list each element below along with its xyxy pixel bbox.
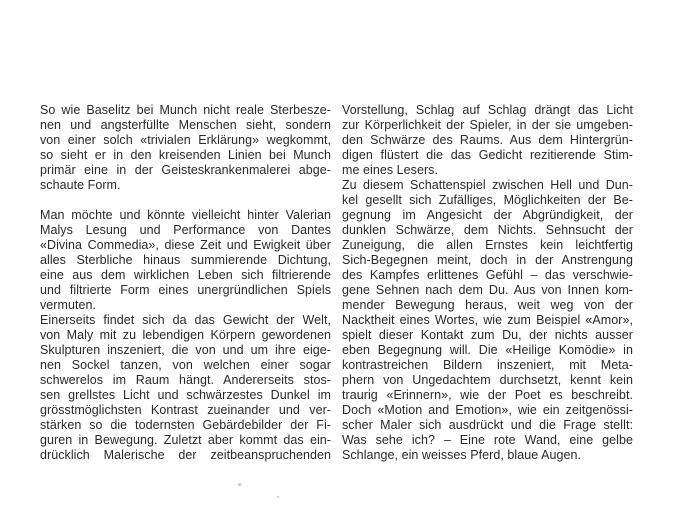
text-line: schwerelos im Raum hängt. Andererseits stos- xyxy=(40,373,331,387)
text-line: Vorstellung, Schlag auf Schlag drängt das Licht xyxy=(342,103,633,117)
text-line: gegnung im Angesicht der Abgründigkeit, der xyxy=(342,208,633,222)
text-line: nen und angsterfüllte Menschen sieht, sondern xyxy=(40,118,331,132)
text-line: Nacktheit eines Wortes, wie zum Beispiel «Amor», xyxy=(342,313,633,327)
scan-speck xyxy=(238,483,241,486)
text-line: Man möchte und könnte vielleicht hinter Valerian xyxy=(40,208,331,222)
text-line: von Maly mit zu lebendigen Körpern gewordenen xyxy=(40,328,331,342)
text-line: phern von Ungedachtem durchsetzt, kennt kein xyxy=(342,373,633,387)
text-line: den Schwärze des Raums. Aus dem Hintergrün- xyxy=(342,133,633,147)
text-line: guren in Bewegung. Zuletzt aber kommt das ein- xyxy=(40,433,331,447)
text-line: «Divina Commedia», diese Zeit und Ewigkeit über xyxy=(40,238,331,252)
scan-speck xyxy=(277,496,279,498)
text-line: und filtrierte Form eines unergründlichen Spiels xyxy=(40,283,331,297)
paragraph-gap xyxy=(40,193,331,208)
text-line: Was sehe ich? – Eine rote Wand, eine gelbe xyxy=(342,433,633,447)
text-line: kontrastreichen Bildern inszeniert, mit Meta- xyxy=(342,358,633,372)
text-line: grösstmöglichsten Kontrast zueinander und ver- xyxy=(40,403,331,417)
text-line: spielt dieser Kontakt zum Du, der nichts ausser xyxy=(342,328,633,342)
text-line: Schlange, ein weisses Pferd, blaue Augen. xyxy=(342,448,582,462)
text-line: scher Maler sich ausdrückt und die Frage stellt: xyxy=(342,418,633,432)
text-line: Malys Lesung und Performance von Dantes xyxy=(40,223,331,237)
text-line: kel gesellt sich Zufälliges, Möglichkeiten der Be- xyxy=(342,193,633,207)
text-line: sen grellstes Licht und schwärzestes Dunkel im xyxy=(40,388,331,402)
text-line: schaute Form. xyxy=(40,178,121,192)
text-line: dunklen Schwärze, dem Nichts. Sehnsucht der xyxy=(342,223,633,237)
text-line: so sieht er in den kreisenden Linien bei Munch xyxy=(40,148,331,162)
text-line: Sich-Begegnen meint, doch in der Anstrengung xyxy=(342,253,633,267)
text-line: primär eine in der Geisteskrankenmalerei abge- xyxy=(40,163,331,177)
text-line: traurig «Erinnern», wie der Poet es beschreibt. xyxy=(342,388,633,402)
text-column-left xyxy=(40,103,331,463)
text-line: eine aus dem wirklichen Leben sich filtrierende xyxy=(40,268,331,282)
text-line: des Kampfes erlittenes Gefühl – das verschwie- xyxy=(342,268,633,282)
text-line: mender Bewegung heraus, weit weg von der xyxy=(342,298,633,312)
text-line: Zu diesem Schattenspiel zwischen Hell und Dun- xyxy=(342,178,633,192)
text-column-right xyxy=(342,103,633,463)
text-line: von einer solch «trivialen Erklärung» wegkommt, xyxy=(40,133,331,147)
text-line: alles Sterbliche hinaus summierende Dichtung, xyxy=(40,253,331,267)
text-line: Doch «Motion and Emotion», wie ein zeitgenössi- xyxy=(342,403,633,417)
text-line: eben Begegnung will. Die «Heilige Komödie» in xyxy=(342,343,633,357)
text-line: me eines Lesers. xyxy=(342,163,438,177)
text-line: drücklich Malerische der zeitbeanspruchenden xyxy=(40,448,331,462)
text-line: nen Sockel tanzen, von welchen einer sogar xyxy=(40,358,331,372)
text-line: Einerseits findet sich da das Gewicht der Welt, xyxy=(40,313,331,327)
text-line: So wie Baselitz bei Munch nicht reale Sterbesze- xyxy=(40,103,331,117)
text-line: digen flüstert die das Gedicht rezitierende Stim- xyxy=(342,148,633,162)
text-line: stärken so die todernsten Gebärdebilder der Fi- xyxy=(40,418,331,432)
text-line: zur Körperlichkeit der Spieler, in der sie umgeben- xyxy=(342,118,633,132)
text-line: Skulpturen inszeniert, die von und um ihre eige- xyxy=(40,343,331,357)
text-line: Zuneigung, die allen Ernstes kein leichtfertig xyxy=(342,238,633,252)
text-line: vermuten. xyxy=(40,298,97,312)
text-line: gene Sehnen nach dem Du. Aus von Innen kom- xyxy=(342,283,633,297)
